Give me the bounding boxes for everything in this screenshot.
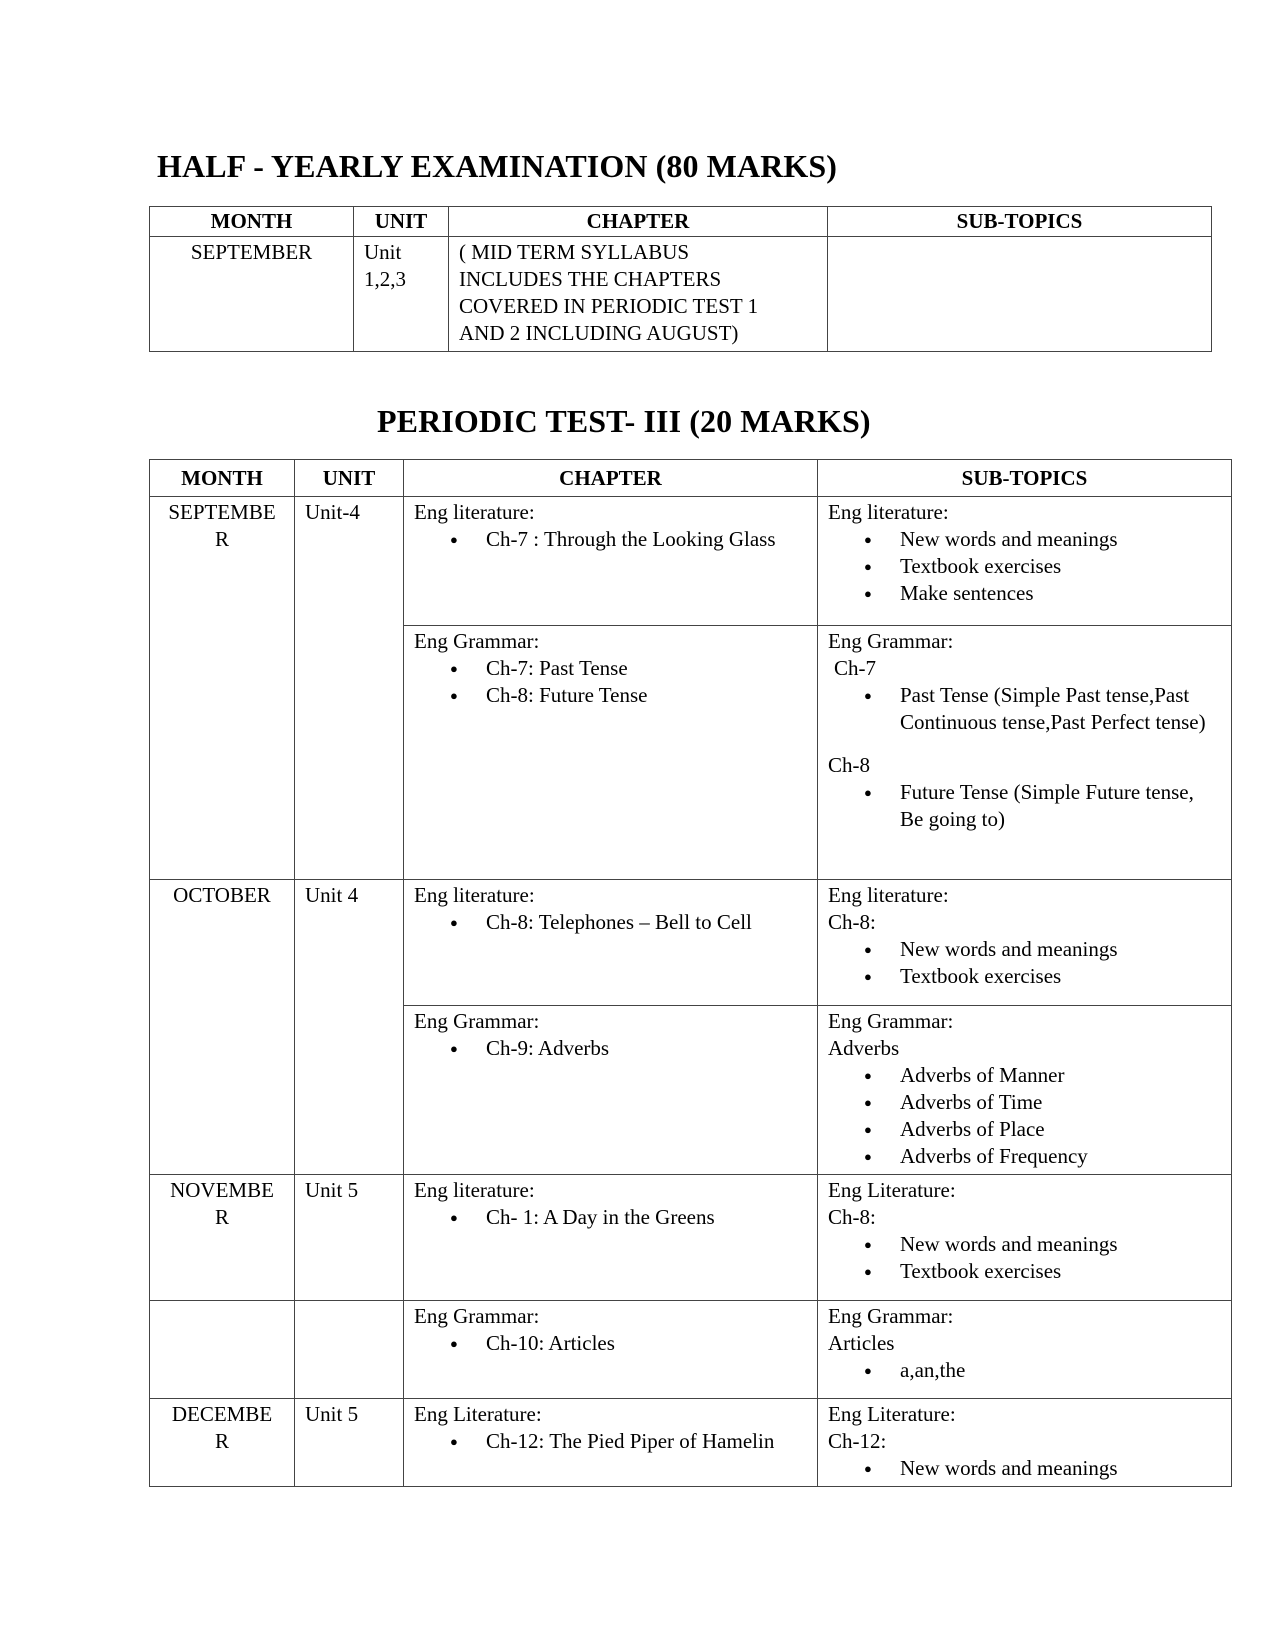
unit-line: 1,2,3 [364,267,406,291]
list-item: ● Future Tense (Simple Future tense, Be going to) [900,779,1221,833]
column-header-month: MONTH [150,460,295,497]
chapter-line: ( MID TERM SYLLABUS [459,240,690,264]
subsection-label: Ch-7 [834,656,876,680]
list-item: ● Adverbs of Time [900,1089,1221,1116]
chapter-line: COVERED IN PERIODIC TEST 1 [459,294,759,318]
table-row-november-grammar [150,1301,1232,1399]
chapter-list [414,1204,807,1231]
list-item: ● New words and meanings [900,526,1221,553]
month-line: R [214,527,229,551]
list-item: ● Adverbs of Place [900,1116,1221,1143]
subsection-label: Ch-8: [828,910,876,934]
subtopics-cell [818,1301,1232,1399]
subtopics-cell [828,237,1212,352]
section-heading: Eng Grammar: [414,1304,540,1328]
subtopic-list [828,779,1221,833]
table-row-december-literature [150,1399,1232,1487]
month-cell [150,1399,295,1487]
unit-cell: Unit 4 [295,880,404,1175]
column-header-month: MONTH [150,207,354,237]
section-heading: Eng literature: [828,500,949,524]
table-row-october-literature [150,880,1232,1006]
section-heading: Eng Grammar: [414,629,540,653]
section-heading: Eng Literature: [828,1178,956,1202]
subtopic-list [828,526,1221,607]
chapter-cell [449,237,828,352]
subtopics-cell [818,626,1232,880]
list-item: ● Ch-8: Telephones – Bell to Cell [486,909,807,936]
list-item: ● Adverbs of Manner [900,1062,1221,1089]
subsection-label: Ch-12: [828,1429,887,1453]
section-heading: Eng literature: [414,500,535,524]
column-header-subtopics: SUB-TOPICS [828,207,1212,237]
unit-cell: Unit 5 [295,1175,404,1301]
list-item: ● Ch-8: Future Tense [486,682,807,709]
month-cell-empty [150,1301,295,1399]
half-yearly-table [149,206,1212,352]
list-item: ● Ch-12: The Pied Piper of Hamelin [486,1428,807,1455]
list-item: ● Textbook exercises [900,963,1221,990]
month-line: NOVEMBE [170,1178,274,1202]
chapter-list [414,655,807,709]
section-heading: Eng Grammar: [828,629,954,653]
month-cell [150,497,295,880]
column-header-subtopics: SUB-TOPICS [818,460,1232,497]
list-item: ● Past Tense (Simple Past tense,Past Continuous tense,Past Perfect tense) [900,682,1221,736]
month-cell: OCTOBER [150,880,295,1175]
subsection-label: Ch-8 [828,753,870,777]
list-item: ● Ch-7: Past Tense [486,655,807,682]
table-row-november-literature [150,1175,1232,1301]
subtopics-cell [818,1399,1232,1487]
list-item: ● Ch-10: Articles [486,1330,807,1357]
chapter-cell [404,626,818,880]
chapter-list [414,1330,807,1357]
chapter-list [414,1035,807,1062]
subsection-label: Ch-8: [828,1205,876,1229]
subtopic-list [828,1357,1221,1384]
list-item: ● New words and meanings [900,936,1221,963]
subsection-label: Articles [828,1331,895,1355]
unit-cell: Unit 5 [295,1399,404,1487]
section-heading: Eng Literature: [414,1402,542,1426]
column-header-unit: UNIT [354,207,449,237]
subsection-label: Adverbs [828,1036,900,1060]
table-header-row [150,460,1232,497]
month-line: SEPTEMBE [168,500,276,524]
table-header-row [150,207,1212,237]
chapter-line: AND 2 INCLUDING AUGUST) [459,321,739,345]
month-line: DECEMBE [171,1402,273,1426]
list-item: ● Ch- 1: A Day in the Greens [486,1204,807,1231]
chapter-cell [404,1301,818,1399]
chapter-cell [404,1399,818,1487]
chapter-cell [404,1006,818,1175]
unit-cell [354,237,449,352]
column-header-unit: UNIT [295,460,404,497]
subtopics-cell [818,1006,1232,1175]
subtopic-list [828,1231,1221,1285]
subtopic-list [828,936,1221,990]
list-item: ● Ch-9: Adverbs [486,1035,807,1062]
month-cell: SEPTEMBER [150,237,354,352]
list-item: ● Textbook exercises [900,553,1221,580]
subtopic-list [828,682,1221,736]
subtopics-cell [818,1175,1232,1301]
periodic-test-title: PERIODIC TEST- III (20 MARKS) [377,403,871,439]
month-cell [150,1175,295,1301]
chapter-line: INCLUDES THE CHAPTERS [459,267,722,291]
subtopics-cell [818,880,1232,1006]
list-item: ● a,an,the [900,1357,1221,1384]
unit-cell: Unit-4 [295,497,404,880]
column-header-chapter: CHAPTER [449,207,828,237]
month-line: R [214,1429,229,1453]
table-row [150,237,1212,352]
list-item: ● New words and meanings [900,1455,1221,1482]
section-heading: Eng literature: [414,1178,535,1202]
list-item: ● Adverbs of Frequency [900,1143,1221,1170]
list-item: ● Textbook exercises [900,1258,1221,1285]
half-yearly-title: HALF - YEARLY EXAMINATION (80 MARKS) [157,148,838,184]
periodic-test-table [149,459,1232,1487]
subtopics-cell [818,497,1232,626]
unit-cell-empty [295,1301,404,1399]
column-header-chapter: CHAPTER [404,460,818,497]
section-heading: Eng Grammar: [828,1304,954,1328]
section-heading: Eng Literature: [828,1402,956,1426]
chapter-list [414,909,807,936]
list-item: ● Ch-7 : Through the Looking Glass [486,526,807,553]
chapter-list [414,526,807,553]
section-heading: Eng Grammar: [828,1009,954,1033]
list-item: ● Make sentences [900,580,1221,607]
chapter-cell [404,497,818,626]
section-heading: Eng Grammar: [414,1009,540,1033]
month-line: R [214,1205,229,1229]
subtopic-list [828,1455,1221,1482]
list-item: ● New words and meanings [900,1231,1221,1258]
subtopic-list [828,1062,1221,1170]
section-heading: Eng literature: [414,883,535,907]
chapter-cell [404,880,818,1006]
chapter-cell [404,1175,818,1301]
table-row-september-literature [150,497,1232,626]
unit-line: Unit [364,240,402,264]
section-heading: Eng literature: [828,883,949,907]
chapter-list [414,1428,807,1455]
